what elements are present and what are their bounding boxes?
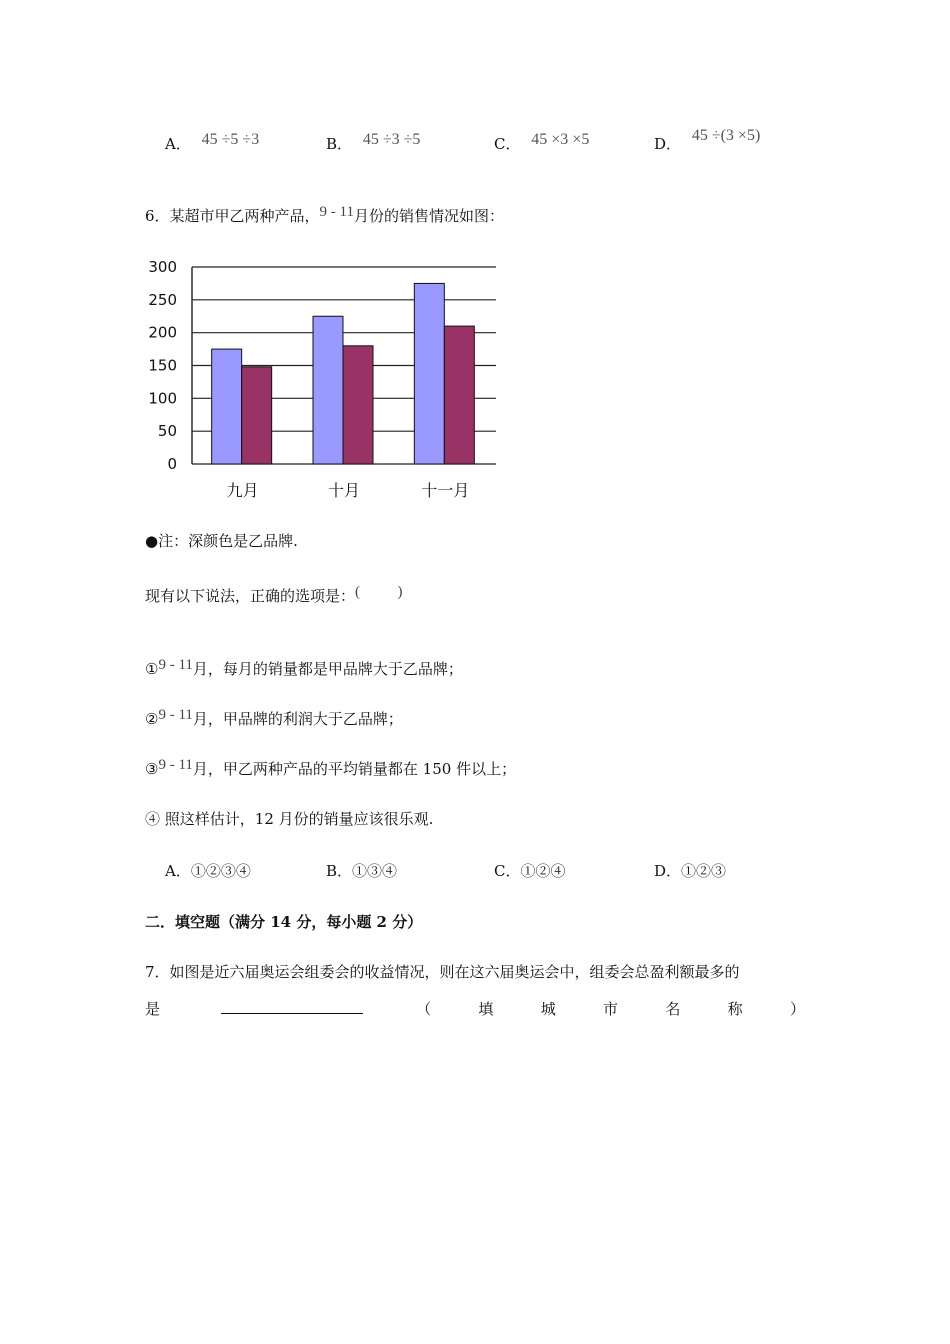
q7-line-1: 7．如图是近六届奥运会组委会的收益情况，则在这六届奥运会中，组委会总盈利额最多的 [145,963,740,981]
q6-option-a [165,860,251,881]
q6-option-c-letter: C． [494,862,521,880]
q7-char: ） [789,1000,805,1018]
y-tick-label: 100 [148,389,177,408]
bar [343,346,373,464]
q6-question-text: 现有以下说法，正确的选项是： [145,587,356,605]
q6-option-c-text: ①②④ [520,862,566,880]
q7-line-2-start [145,998,369,1019]
q6-statement-3 [145,758,516,779]
q6-intro-suffix: 月份的销售情况如图： [354,207,505,225]
statement-mark: ① [145,660,159,678]
sales-bar-chart [140,255,520,505]
q6-question [145,585,403,606]
q6-intro-range: 9 - 11 [319,204,354,220]
bar [242,367,272,464]
q6-note: ●注：深颜色是乙品牌. [145,532,298,550]
q6-option-b-text: ①③④ [352,862,398,880]
y-tick-label: 250 [148,290,177,309]
statement-mark: ④ [145,810,161,828]
q5-option-c-expr: 45 ×3 ×5 [531,131,590,148]
y-tick-label: 300 [148,258,177,276]
q6-option-b [326,860,397,881]
statement-text: 照这样估计，12 月份的销量应该很乐观. [160,810,434,828]
q5-option-d-expr: 45 ÷(3 ×5) [691,127,761,144]
x-tick-label: 十一月 [421,481,470,500]
q7-char: 城 [540,1000,556,1018]
q6-statement-2 [145,708,403,729]
y-tick-label: 150 [148,356,177,375]
q5-option-a-expr: 45 ÷5 ÷3 [201,131,260,148]
q5-option-c-letter: C． [494,135,521,153]
q7-char: 名 [665,1000,681,1018]
q7-line-2 [145,998,805,1019]
statement-range: 9 - 11 [158,657,193,673]
q6-option-c [494,860,566,881]
q6-option-d-text: ①②③ [681,862,727,880]
q7-line-2-start-text: 是 [145,1000,161,1018]
q5-option-a-letter: A． [165,135,191,153]
statement-range: 9 - 11 [158,707,193,723]
statement-range: 9 - 11 [158,757,193,773]
q6-statement-1 [145,658,463,679]
section-heading: 二．填空题（满分 14 分，每小题 2 分） [145,913,423,931]
q5-option-d-letter: D． [654,135,682,153]
q7-char: 填 [478,1000,494,1018]
statement-mark: ③ [145,760,159,778]
q6-option-a-text: ①②③④ [190,862,251,880]
statement-text: 月，每月的销量都是甲品牌大于乙品牌； [192,660,463,678]
bar [313,316,343,464]
bar [414,283,444,464]
bar [444,326,474,464]
x-tick-label: 十月 [327,481,361,500]
q6-option-b-letter: B． [326,862,353,880]
y-tick-label: 200 [148,323,177,342]
q5-option-b-expr: 45 ÷3 ÷5 [362,131,421,148]
bar [212,349,242,464]
y-tick-label: 0 [167,455,177,473]
q7-char: （ [416,1000,432,1018]
q7-char: 市 [603,1000,619,1018]
q7-answer-blank[interactable] [221,999,363,1014]
q5-option-c [494,133,589,154]
x-tick-label: 九月 [226,481,259,500]
q5-option-b [326,133,420,154]
q6-option-d-letter: D． [654,862,682,880]
statement-text: 月，甲品牌的利润大于乙品牌； [192,710,403,728]
q6-answer-paren: ( ) [355,584,403,600]
q6-option-a-letter: A． [165,862,191,880]
q5-option-d [654,127,761,154]
q6-option-d [654,860,726,881]
statement-mark: ② [145,710,159,728]
q7-char: 称 [727,1000,743,1018]
q6-statement-4 [145,808,433,829]
y-tick-label: 50 [157,422,177,441]
q6-intro-prefix: 6．某超市甲乙两种产品， [145,207,320,225]
q5-option-a [165,133,259,154]
statement-text: 月，甲乙两种产品的平均销量都在 150 件以上； [192,760,517,778]
q6-intro [145,205,504,226]
q5-option-b-letter: B． [326,135,353,153]
